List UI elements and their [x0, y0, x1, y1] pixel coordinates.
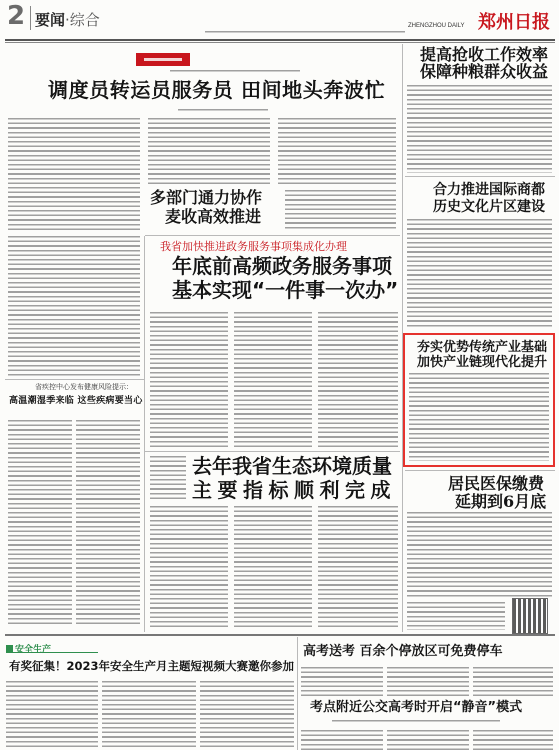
body-text	[318, 312, 398, 448]
column-divider	[144, 236, 145, 632]
paper-name-en: ZHENGZHOU DAILY	[408, 23, 465, 29]
section-separator: ·	[65, 11, 70, 29]
article-headline-line1[interactable]: 多部门通力协作	[150, 188, 263, 207]
body-text	[150, 312, 228, 448]
article-headline[interactable]: 调度员转运员服务员 田间地头奔波忙	[48, 78, 386, 102]
body-text	[301, 667, 383, 696]
body-text	[301, 730, 383, 750]
section-divider	[5, 379, 144, 380]
article-headline-line1[interactable]: 居民医保缴费	[448, 474, 545, 493]
article-kicker: 我省加快推进政务服务事项集成化办理	[160, 240, 347, 253]
body-text	[278, 118, 396, 184]
article-headline[interactable]: 高考送考 百余个停放区可免费停车	[303, 644, 503, 659]
section-divider	[145, 451, 400, 452]
date-line	[205, 31, 405, 34]
body-text	[285, 190, 396, 230]
header-rule-thin	[5, 42, 555, 43]
article-headline-line2[interactable]: 基本实现“一件事一次办”	[172, 278, 399, 302]
body-text	[8, 420, 72, 626]
body-text	[8, 118, 140, 230]
body-text	[148, 118, 270, 184]
header-rule	[5, 39, 555, 41]
article-headline-line2[interactable]: 麦收高效推进	[165, 207, 262, 226]
body-text	[234, 506, 312, 630]
page-number: 2	[7, 1, 26, 31]
article-headline-line1[interactable]: 提高抢收工作效率	[420, 45, 549, 64]
body-text	[102, 681, 196, 750]
body-text	[409, 373, 549, 461]
byline	[178, 109, 268, 112]
header-divider	[30, 6, 31, 30]
body-text	[200, 681, 294, 750]
article-headline[interactable]: 考点附近公交高考时开启“静音”模式	[310, 700, 523, 715]
article-headline-line2[interactable]: 保障种粮群众收益	[420, 62, 549, 81]
body-text	[6, 681, 98, 750]
article-headline-line2[interactable]: 延期到6月底	[455, 492, 547, 511]
body-text	[8, 236, 140, 376]
article-headline-line1[interactable]: 年底前高频政务服务事项	[172, 254, 392, 278]
article-headline-line1[interactable]: 去年我省生态环境质量	[192, 454, 392, 478]
body-text	[407, 512, 552, 598]
section-sub: 综合	[69, 11, 100, 29]
section-divider	[145, 235, 400, 236]
section-tag-label: 安全生产	[15, 645, 52, 655]
article-kicker: 省疾控中心发布健康风险提示：	[35, 383, 133, 391]
body-text	[473, 667, 553, 696]
qr-code-icon[interactable]	[512, 598, 548, 634]
section-main: 要闻	[35, 11, 66, 29]
body-text	[76, 420, 140, 626]
section-tag-banner	[136, 53, 190, 66]
section-tag-square-icon	[6, 645, 13, 652]
section-tag-text-mark	[144, 58, 182, 61]
headline-kicker-line	[170, 70, 300, 73]
article-headline-line2[interactable]: 主要指标顺利完成	[192, 478, 396, 502]
article-headline[interactable]: 高温潮湿季来临 这些疾病要当心	[9, 396, 143, 406]
body-text	[318, 506, 398, 630]
article-headline-line1[interactable]: 合力推进国际商都	[433, 182, 545, 198]
section-tag-underline	[6, 652, 98, 653]
body-text	[407, 219, 552, 329]
article-subtitle	[332, 720, 500, 723]
body-text	[387, 667, 469, 696]
article-headline-line1[interactable]: 夯实优势传统产业基础	[417, 340, 548, 355]
body-text	[150, 456, 186, 500]
body-text	[407, 602, 505, 630]
column-divider	[297, 637, 298, 750]
article-headline-line2[interactable]: 历史文化片区建设	[433, 199, 545, 215]
article-headline[interactable]: 有奖征集！2023年安全生产月主题短视频大赛邀你参加	[9, 659, 295, 673]
section-divider	[405, 470, 555, 471]
section-divider	[405, 176, 555, 177]
body-text	[150, 506, 228, 630]
section-title	[35, 12, 100, 28]
body-text	[234, 312, 312, 448]
body-text	[473, 730, 553, 750]
article-headline-line2[interactable]: 加快产业链现代化提升	[417, 355, 548, 370]
masthead-logo: 郑州日报	[478, 12, 550, 33]
bottom-section-rule	[5, 634, 555, 636]
body-text	[387, 730, 469, 750]
body-text	[407, 85, 552, 173]
